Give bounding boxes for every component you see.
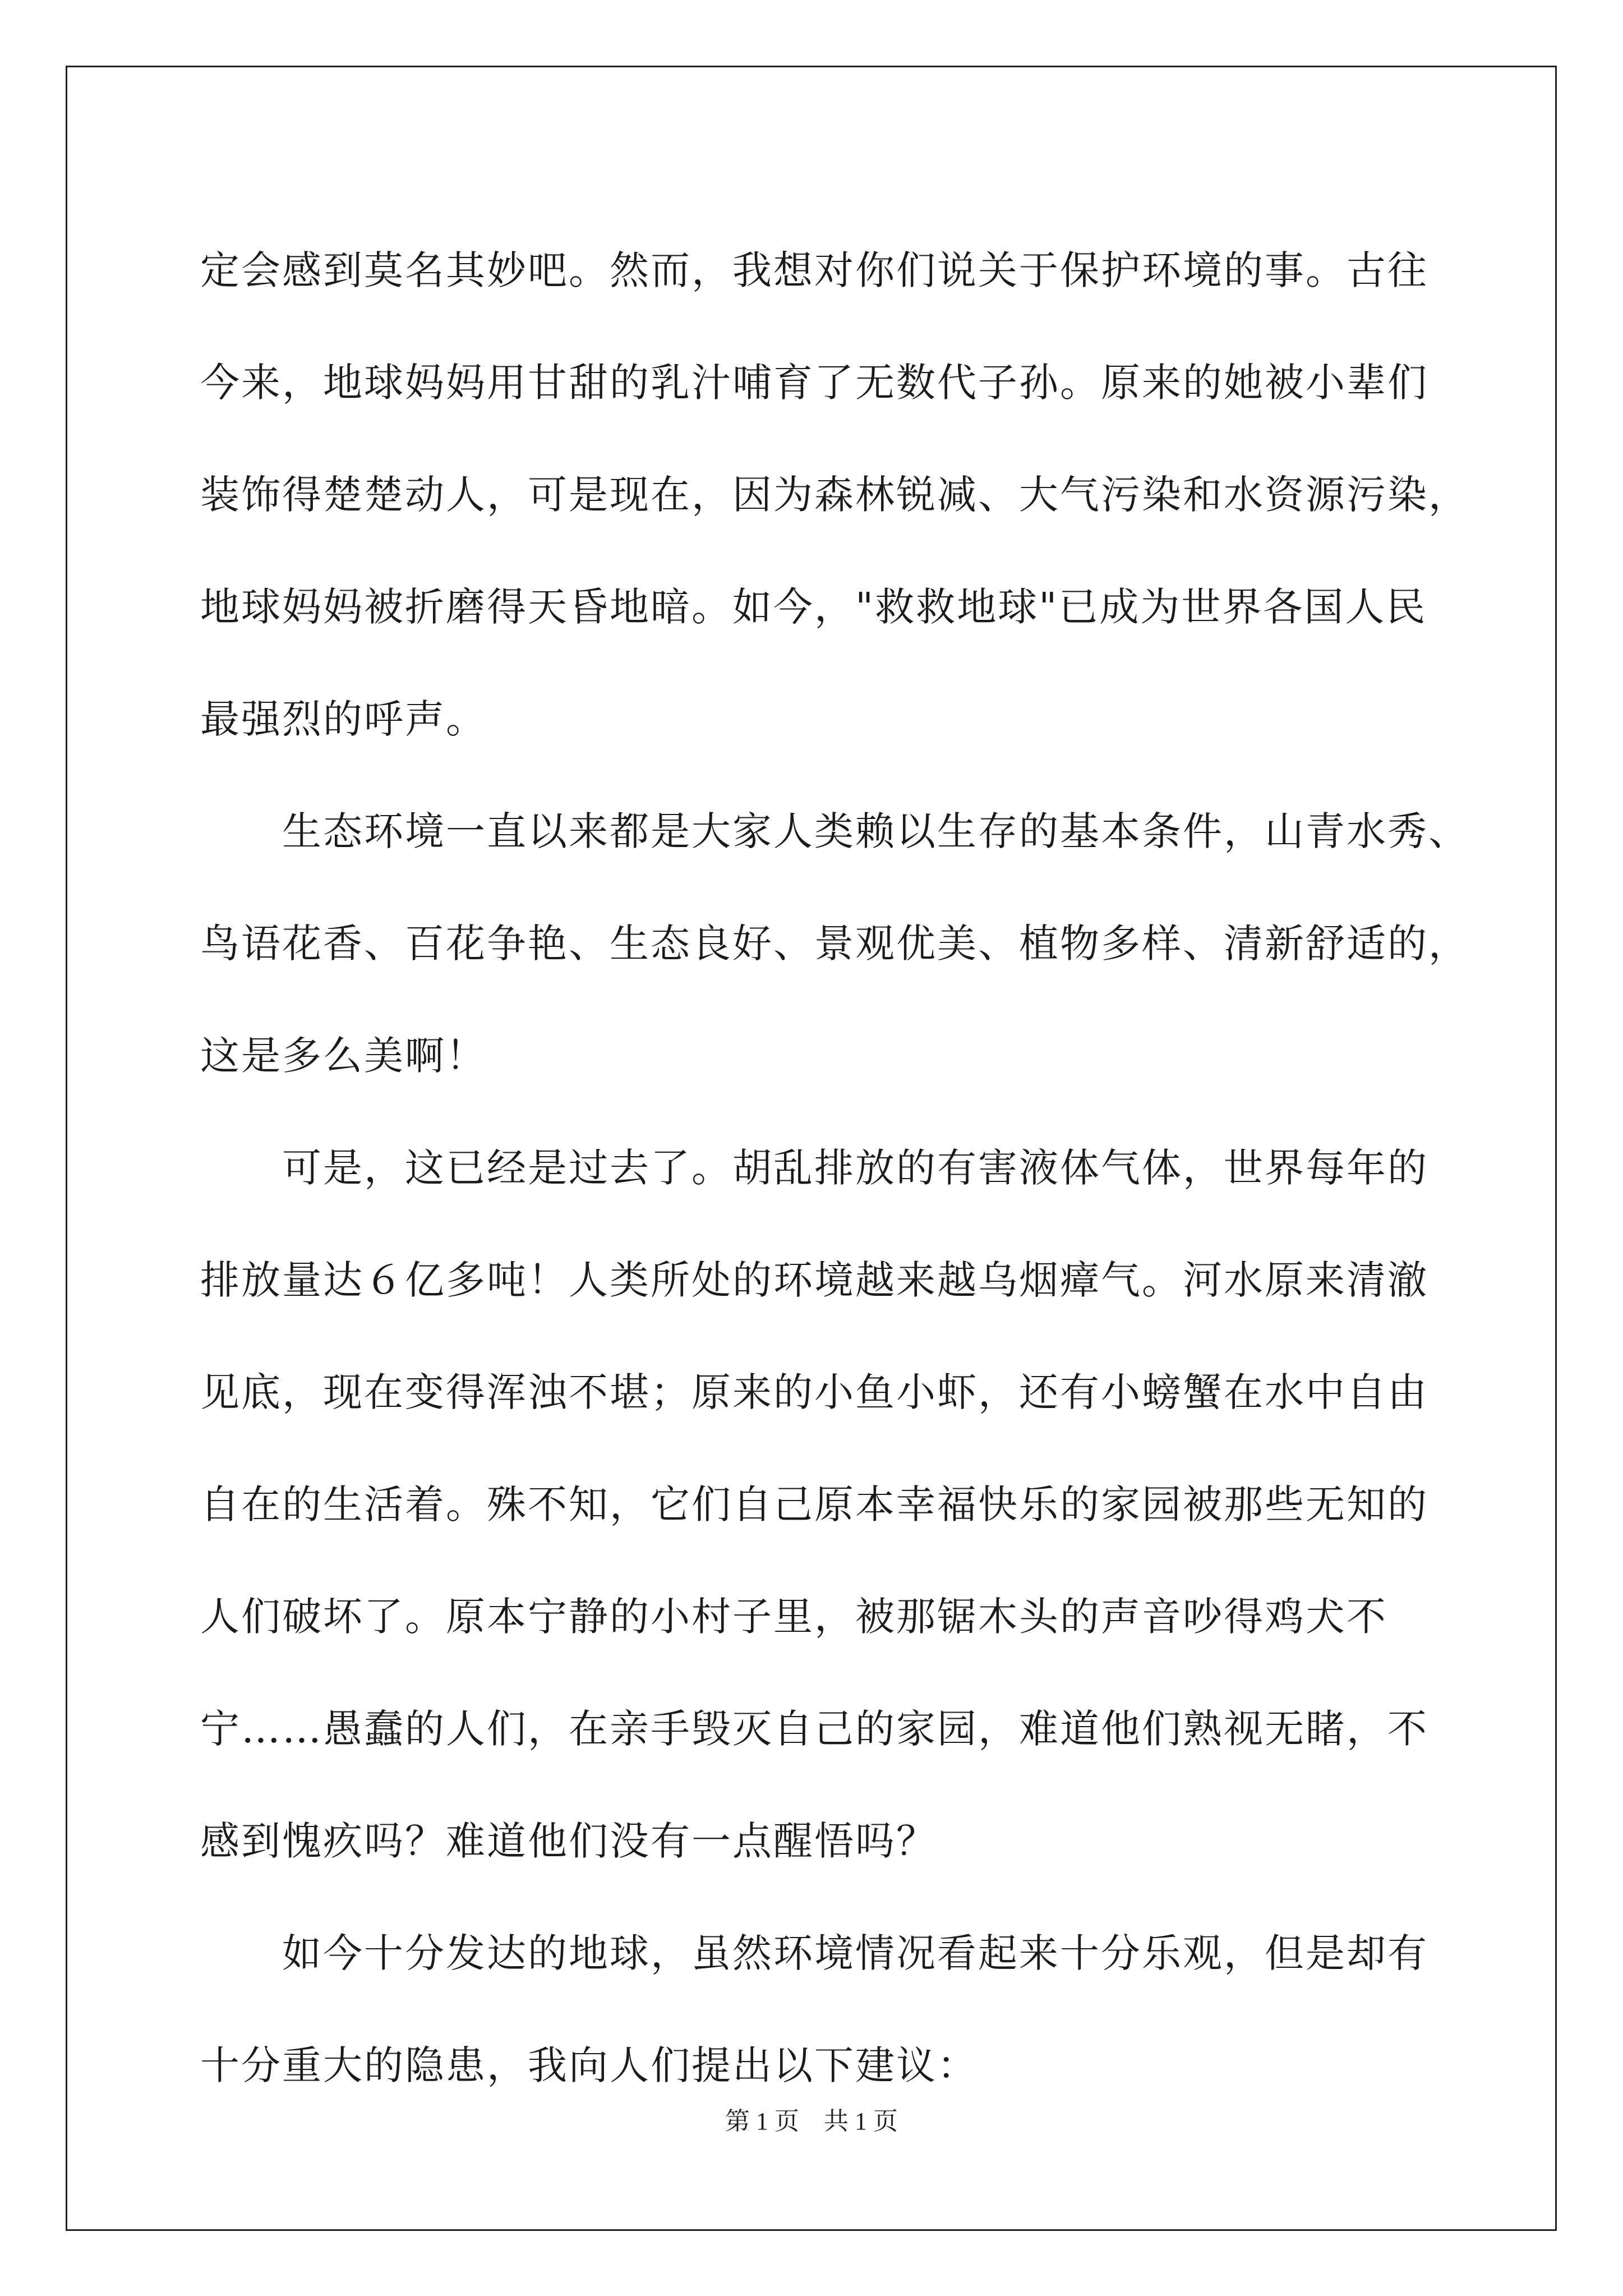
text-line: 感到愧疚吗？难道他们没有一点醒悟吗？: [200, 1818, 937, 1864]
text-line: 装饰得楚楚动人，可是现在，因为森林锐减、大气污染和水资源污染，: [200, 472, 1469, 518]
page-footer: 第 1 页 共 1 页: [725, 2108, 898, 2135]
text-line: 这是多么美啊！: [200, 1033, 487, 1079]
text-line: 鸟语花香、百花争艳、生态良好、景观优美、植物多样、清新舒适的，: [200, 921, 1469, 967]
text-line: 生态环境一直以来都是大家人类赖以生存的基本条件，山青水秀、: [200, 808, 1469, 854]
text-line: 今来，地球妈妈用甘甜的乳汁哺育了无数代子孙。原来的她被小辈们: [200, 360, 1428, 406]
text-line: 自在的生活着。殊不知，它们自己原本幸福快乐的家园被那些无知的: [200, 1481, 1428, 1527]
text-line: 十分重大的隐患，我向人们提出以下建议：: [200, 2042, 978, 2088]
text-line: 如今十分发达的地球，虽然环境情况看起来十分乐观，但是却有: [200, 1930, 1428, 1976]
text-line: 人们破坏了。原本宁静的小村子里，被那锯木头的声音吵得鸡犬不: [200, 1594, 1387, 1640]
text-line: 可是，这已经是过去了。胡乱排放的有害液体气体，世界每年的: [200, 1145, 1428, 1191]
document-body: [200, 214, 1469, 2122]
text-line: 排放量达６亿多吨！人类所处的环境越来越乌烟瘴气。河水原来清澈: [200, 1257, 1428, 1303]
text-line: 最强烈的呼声。: [200, 696, 487, 742]
text-line: 定会感到莫名其妙吧。然而，我想对你们说关于保护环境的事。古往: [200, 247, 1428, 293]
text-line: 见底，现在变得浑浊不堪；原来的小鱼小虾，还有小螃蟹在水中自由: [200, 1369, 1428, 1415]
text-line: 地球妈妈被折磨得天昏地暗。如今，"救救地球"已成为世界各国人民: [200, 584, 1427, 630]
text-line: 宁……愚蠢的人们，在亲手毁灭自己的家园，难道他们熟视无睹，不: [200, 1706, 1428, 1752]
